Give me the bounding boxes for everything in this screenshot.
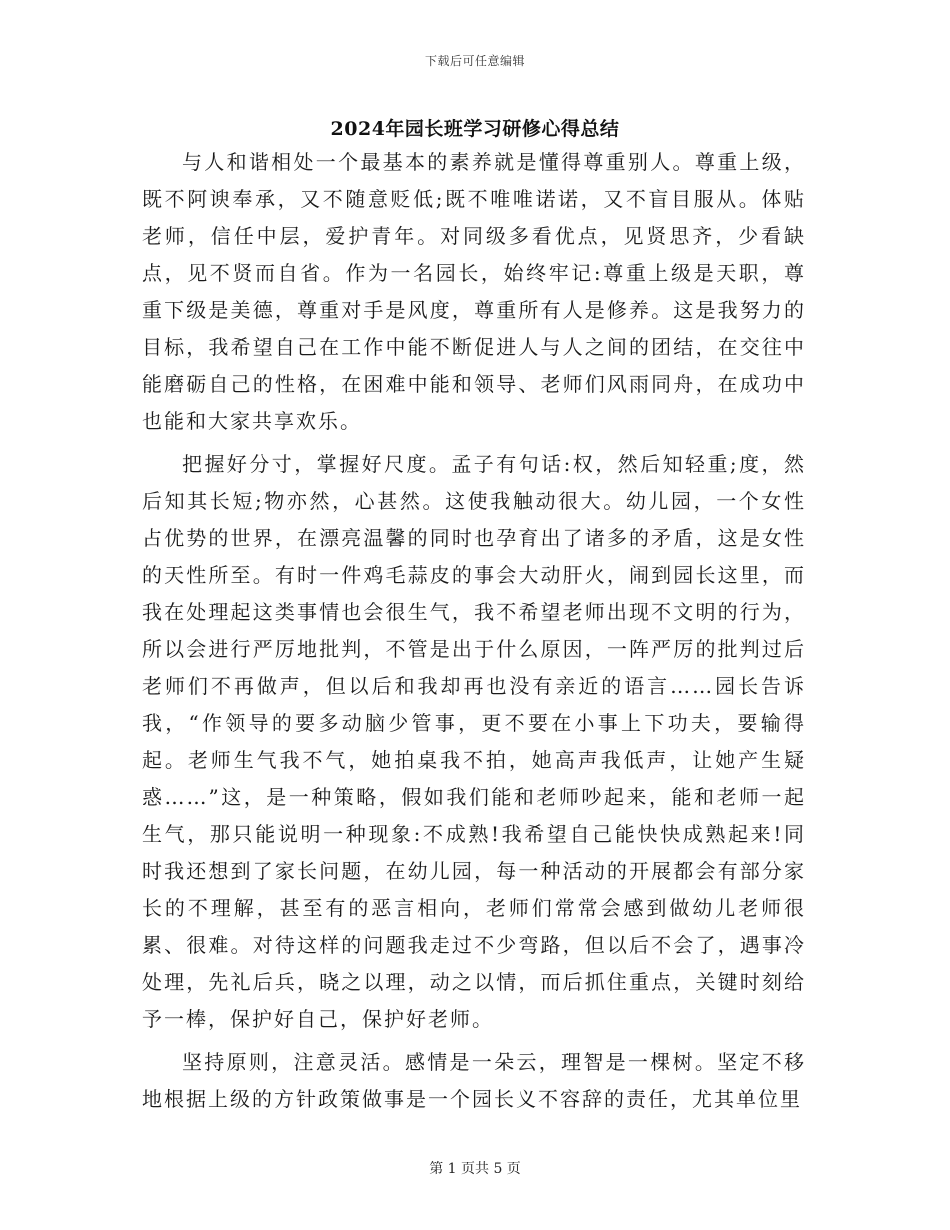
document-body	[142, 144, 806, 1124]
paragraph-1: 与人和谐相处一个最基本的素养就是懂得尊重别人。尊重上级，既不阿谀奉承，又不随意贬低;既不唯唯诺诺，又不盲目服从。体贴老师，信任中层，爱护青年。对同级多看优点，见贤思齐，少看缺点，见不贤而自省。作为一名园长，始终牢记:尊重上级是天职，尊重下级是美德，尊重对手是风度，尊重所有人是修养。这是我努力的目标，我希望自己在工作中能不断促进人与人之间的团结，在交往中能磨砺自己的性格，在困难中能和领导、老师们风雨同舟，在成功中也能和大家共享欢乐。	[142, 150, 806, 433]
document-title: 2024年园长班学习研修心得总结	[330, 118, 620, 140]
paragraph-2: 把握好分寸，掌握好尺度。孟子有句话:权，然后知轻重;度，然后知其长短;物亦然，心甚然。这使我触动很大。幼儿园，一个女性占优势的世界，在漂亮温馨的同时也孕育出了诸多的矛盾，这是女性的天性所至。有时一件鸡毛蒜皮的事会大动肝火，闹到园长这里，而我在处理起这类事情也会很生气，我不希望老师出现不文明的行为，所以会进行严厉地批判，不管是出于什么原因，一阵严厉的批判过后老师们不再做声，但以后和我却再也没有亲近的语言……园长告诉我，“作领导的要多动脑少管事，更不要在小事上下功夫，要输得起。老师生气我不气，她拍桌我不拍，她高声我低声，让她产生疑惑……”这，是一种策略，假如我们能和老师吵起来，能和老师一起生气，那只能说明一种现象:不成熟!我希望自己能快快成熟起来!同时我还想到了家长问题，在幼儿园，每一种活动的开展都会有部分家长的不理解，甚至有的恶言相向，老师们常常会感到做幼儿老师很累、很难。对待这样的问题我走过不少弯路，但以后不会了，遇事冷处理，先礼后兵，晓之以理，动之以情，而后抓住重点，关键时刻给予一棒，保护好自己，保护好老师。	[142, 452, 806, 1031]
header-note: 下载后可任意编辑	[424, 54, 525, 68]
page-number: 第 1 页共 5 页	[429, 1161, 521, 1177]
paragraph-3: 坚持原则，注意灵活。感情是一朵云，理智是一棵树。坚定不移地根据上级的方针政策做事是一个园长义不容辞的责任，尤其单位里	[142, 1050, 806, 1111]
